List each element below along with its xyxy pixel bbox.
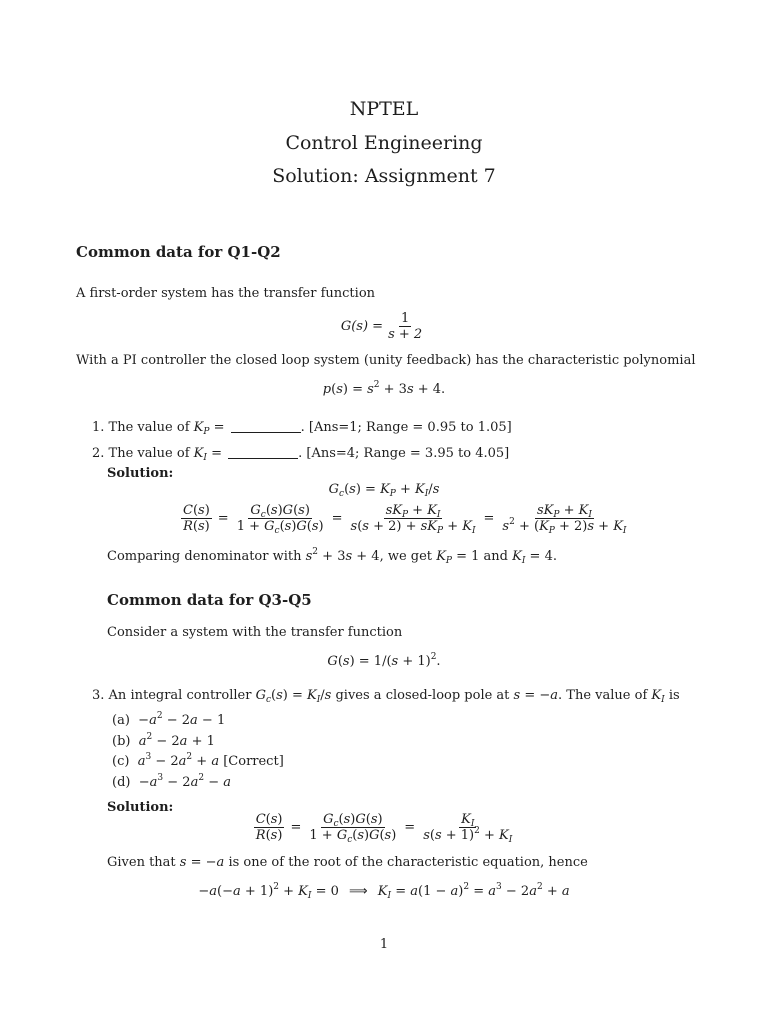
option-c-label: (c): [112, 754, 130, 769]
gs-fraction: [386, 311, 424, 342]
page-number: 1: [379, 937, 389, 952]
comparing-part3: and: [483, 549, 508, 564]
comparing-part1: Comparing denominator with: [107, 549, 302, 564]
q3-part3: . The value of: [558, 688, 648, 703]
q1-number: 1.: [92, 420, 105, 435]
q2-answer: . [Ans=4; Range = 3.95 to 4.05]: [298, 446, 510, 461]
option-b[interactable]: (b) $a^2 - 2a + 1$: [112, 732, 215, 749]
comparing-part2: , we get: [379, 549, 433, 564]
section-heading-q1-q2: Common data for Q1-Q2: [76, 243, 281, 261]
q2-number: 2.: [92, 446, 105, 461]
final-equation: $-a(-a + 1)^2 + K_I = 0$ ⟹ $K_I = a(1 - a)^2 = a^3 - 2a^2 + a$: [198, 882, 570, 901]
option-d-label: (d): [112, 775, 131, 790]
solution-label-1: Solution:: [107, 466, 174, 481]
document-subtitle: Control Engineering: [285, 132, 483, 154]
gs-denominator: s + 2: [388, 327, 423, 342]
option-b-label: (b): [112, 734, 131, 749]
char-polynomial: $p(s) = s^2 + 3s + 4$.: [322, 380, 446, 397]
gs-numerator: 1: [400, 311, 410, 326]
comparing-text: Comparing denominator with $s^2 + 3s + 4$, we get $K_P = 1$ and $K_I = 4$.: [107, 547, 557, 566]
intro-text: A first-order system has the transfer function: [76, 286, 376, 301]
section2-intro: Consider a system with the transfer function: [107, 625, 403, 640]
document-assignment: Solution: Assignment 7: [272, 165, 496, 187]
transfer-function-equation: [0, 311, 768, 342]
q2-text: The value of: [108, 446, 190, 461]
q2-answer-blank[interactable]: [228, 446, 298, 459]
given-part1: Given that: [107, 855, 176, 870]
question-1: 1. The value of $K_P$ = . [Ans=1; Range = 0.95 to 1.05]: [92, 420, 512, 437]
given-text: Given that s = −a is one of the root of the characteristic equation, hence: [107, 855, 588, 870]
pi-controller-equation: $G_c(s) = K_P + K_I/s$: [328, 482, 440, 499]
option-d[interactable]: $(d) -a^3 - 2a^2 - a$: [112, 773, 232, 790]
option-c[interactable]: (c) $a^3 - 2a^2 + a$ [Correct]: [112, 752, 284, 769]
closed-loop-equation-1: $\frac{C(s)}{R(s)}$ = $\frac{G_c(s)G(s)}{1 + G_c(s)G(s)}$ = $\frac{sK_P + K_I}{s(s + 2) + sK_P + K_I}$ = $\frac{sK_P + K_I}{s^2 + (K_P + 2)s + K_I}$: [183, 503, 627, 536]
question-3: 3. An integral controller $G_c(s) = K_I/s$ gives a closed-loop pole at s = −a. The value of $K_I$ is: [92, 688, 680, 705]
correct-tag: [Correct]: [223, 754, 284, 769]
solution-label-2: Solution:: [107, 800, 174, 815]
given-part2: is one of the root of the characteristic equation, hence: [228, 855, 588, 870]
option-a[interactable]: $(a) -a^2 - 2a - 1$: [112, 711, 226, 728]
document-title: NPTEL: [349, 98, 419, 120]
q3-part2: gives a closed-loop pole at: [335, 688, 510, 703]
q3-number: 3.: [92, 688, 105, 703]
transfer-function-2: $G(s) = 1/(s + 1)^2$.: [327, 652, 441, 669]
q3-part4: is: [668, 688, 680, 703]
q3-part1: An integral controller: [108, 688, 252, 703]
option-a-label: (a): [112, 713, 130, 728]
q1-text: The value of: [108, 420, 190, 435]
q1-answer-blank[interactable]: [231, 420, 301, 433]
question-2: 2. The value of $K_I$ = . [Ans=4; Range = 3.95 to 4.05]: [92, 446, 510, 463]
pi-text: With a PI controller the closed loop system (unity feedback) has the characteristic polynomial: [76, 353, 696, 368]
gs-lhs: G(s) =: [340, 319, 384, 334]
closed-loop-equation-2: $\frac{C(s)}{R(s)}$ = $\frac{G_c(s)G(s)}{1 + G_c(s)G(s)}$ = $\frac{K_I}{s(s + 1)^2 + K_I}$: [255, 812, 513, 845]
q1-answer: . [Ans=1; Range = 0.95 to 1.05]: [300, 420, 512, 435]
section-heading-q3-q5: Common data for Q3-Q5: [107, 591, 312, 609]
